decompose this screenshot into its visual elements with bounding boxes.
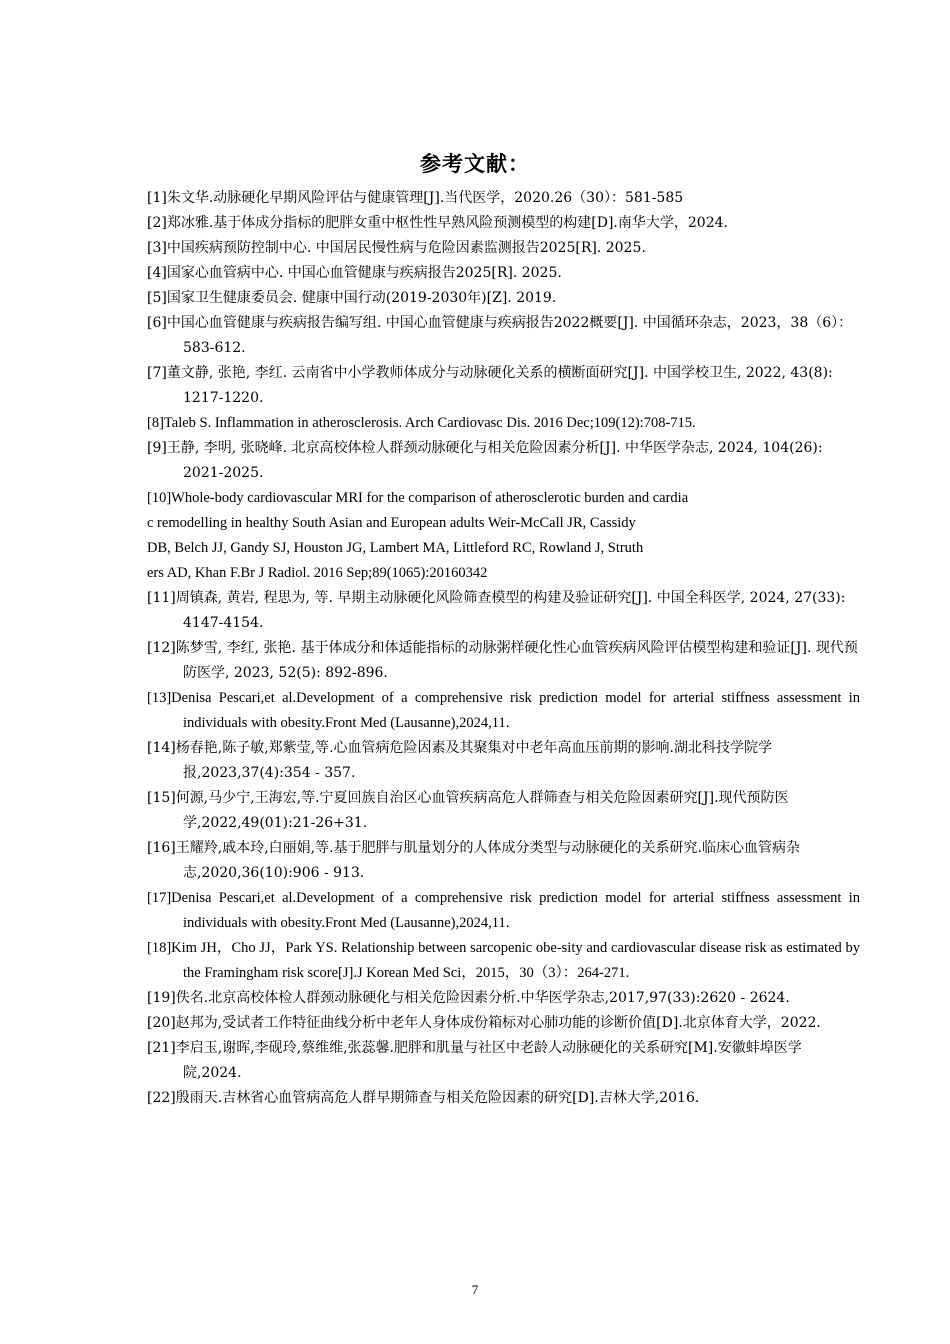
reference-15: [15]何源,马少宁,王海宏,等.宁夏回族自治区心血管疾病高危人群筛查与相关危险因素研究[J].现代预防医学,2022,49(01):21-26+31. [147, 790, 789, 831]
reference-17: [17]Denisa Pescari,et al.Development of a comprehensive risk prediction model for arterial stiffness assessment in individuals with obesity.Front Med (Lausanne),2024,11. [147, 890, 860, 931]
reference-10-line: [10]Whole-body cardiovascular MRI for the comparison of atherosclerotic burden and cardia [147, 490, 689, 506]
reference-22: [22]殷雨天.吉林省心血管病高危人群早期筛查与相关危险因素的研究[D].吉林大学,2016. [147, 1090, 700, 1106]
reference-20: [20]赵邦为,受试者工作特征曲线分析中老年人身体成份箱标对心肺功能的诊断价值[D].北京体育大学，2022. [147, 1015, 821, 1031]
reference-18: [18]Kim JH，Cho JJ，Park YS. Relationship between sarcopenic obe-sity and cardiovascular disease risk as estimated by the Framingham risk score[J].J Korean Med Sci，2015，30（3）：264-271. [147, 940, 860, 981]
reference-10-line: c remodelling in healthy South Asian and European adults Weir-McCall JR, Cassidy [147, 515, 636, 531]
reference-21: [21]李启玉,谢晖,李砚玲,蔡维维,张蕊馨.肥胖和肌量与社区中老龄人动脉硬化的关系研究[M].安徽蚌埠医学院,2024. [147, 1040, 802, 1081]
reference-4: [4]国家心血管病中心. 中国心血管健康与疾病报告2025[R]. 2025. [147, 265, 562, 281]
reference-6: [6]中国心血管健康与疾病报告编写组. 中国心血管健康与疾病报告2022概要[J]. 中国循环杂志，2023，38（6）：583-612. [147, 315, 853, 356]
page-title: 参考文献： [420, 152, 530, 176]
reference-11: [11]周镇森, 黄岩, 程思为, 等. 早期主动脉硬化风险筛查模型的构建及验证研究[J]. 中国全科医学, 2024, 27(33): 4147-4154. [147, 590, 846, 631]
reference-2: [2]郑冰雅.基于体成分指标的肥胖女重中枢性性早熟风险预测模型的构建[D].南华大学，2024. [147, 215, 728, 231]
reference-9: [9]王静, 李明, 张晓峰. 北京高校体检人群颈动脉硬化与相关危险因素分析[J]. 中华医学杂志, 2024, 104(26): 2021-2025. [147, 440, 823, 481]
reference-14: [14]杨春艳,陈子敏,郑紫莹,等.心血管病危险因素及其聚集对中老年高血压前期的影响.湖北科技学院学报,2023,37(4):354 - 357. [147, 740, 772, 781]
reference-5: [5]国家卫生健康委员会. 健康中国行动(2019-2030年)[Z]. 2019. [147, 290, 557, 306]
reference-1: [1]朱文华.动脉硬化早期风险评估与健康管理[J].当代医学，2020.26（30）：581-585 [147, 190, 684, 206]
reference-10 [147, 486, 860, 586]
reference-12: [12]陈梦雪, 李红, 张艳. 基于体成分和体适能指标的动脉粥样硬化性心血管疾病风险评估模型构建和验证[J]. 现代预防医学, 2023, 52(5): 892-896. [147, 640, 858, 681]
reference-10-line: DB, Belch JJ, Gandy SJ, Houston JG, Lambert MA, Littleford RC, Rowland J, Struth [147, 540, 644, 556]
reference-10-line: ers AD, Khan F.Br J Radiol. 2016 Sep;89(1065):20160342 [147, 565, 488, 581]
reference-13: [13]Denisa Pescari,et al.Development of a comprehensive risk prediction model for arterial stiffness assessment in individuals with obesity.Front Med (Lausanne),2024,11. [147, 690, 860, 731]
reference-16: [16]王耀羚,戚本玲,白丽娟,等.基于肥胖与肌量划分的人体成分类型与动脉硬化的关系研究.临床心血管病杂志,2020,36(10):906 - 913. [147, 840, 800, 881]
reference-8: [8]Taleb S. Inflammation in atherosclerosis. Arch Cardiovasc Dis. 2016 Dec;109(12):708-715. [147, 415, 696, 431]
page-number: 7 [471, 1282, 479, 1297]
reference-7: [7]董文静, 张艳, 李红. 云南省中小学教师体成分与动脉硬化关系的横断面研究[J]. 中国学校卫生, 2022, 43(8): 1217-1220. [147, 365, 833, 406]
reference-19: [19]佚名.北京高校体检人群颈动脉硬化与相关危险因素分析.中华医学杂志,2017,97(33):2620 - 2624. [147, 990, 790, 1006]
reference-3: [3]中国疾病预防控制中心. 中国居民慢性病与危险因素监测报告2025[R]. 2025. [147, 240, 646, 256]
reference-list [147, 186, 860, 1111]
